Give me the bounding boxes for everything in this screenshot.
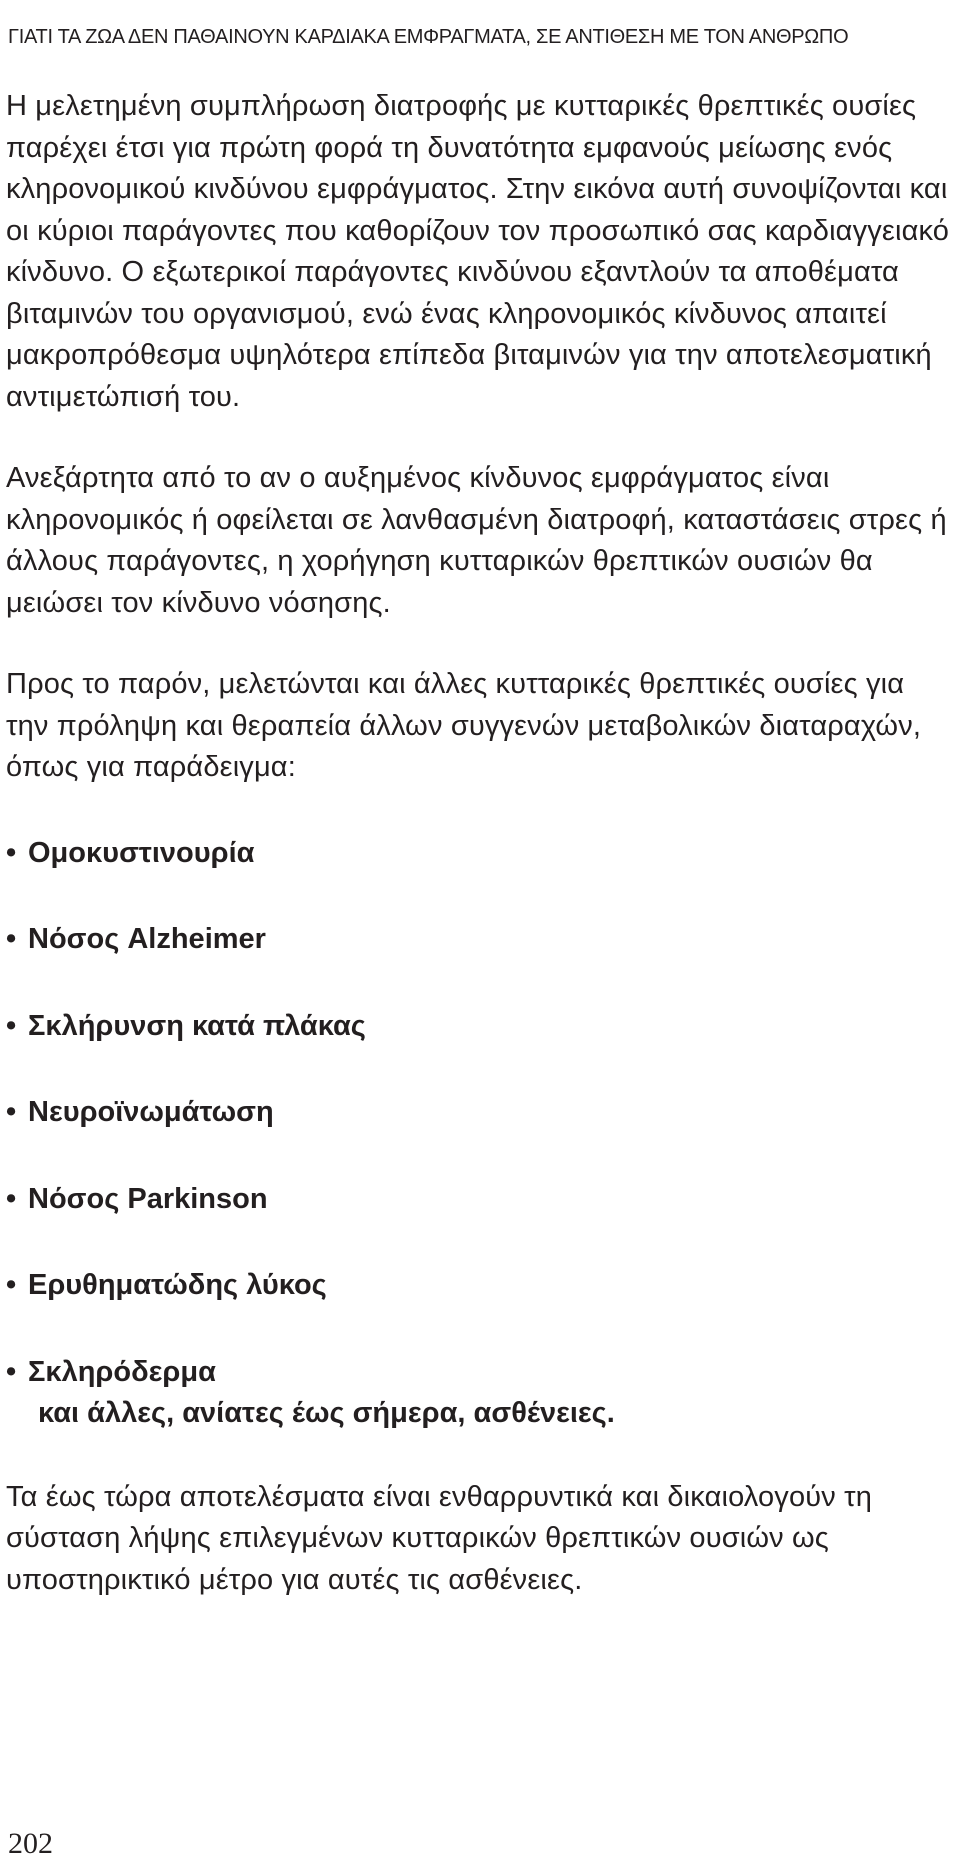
bullet-icon: • — [6, 1355, 17, 1388]
list-item — [6, 1179, 951, 1221]
list-item-label: Νόσος Parkinson — [28, 1182, 268, 1215]
list-item-label: Νόσος Alzheimer — [28, 923, 266, 955]
bullet-icon: • — [6, 1096, 17, 1128]
list-continuation: και άλλες, ανίατες έως σήμερα, ασθένειες. — [38, 1397, 615, 1429]
list-item-label: Ερυθηματώδης λύκος — [28, 1269, 327, 1301]
list-item — [6, 833, 951, 875]
running-header: ΓΙΑΤΙ ΤΑ ΖΩΑ ΔΕΝ ΠΑΘΑΙΝΟΥΝ ΚΑΡΔΙΑΚΑ ΕΜΦΡΑΓΜΑΤΑ, ΣΕ ΑΝΤΙΘΕΣΗ ΜΕ ΤΟΝ ΑΝΘΡΩΠΟ — [8, 26, 849, 48]
bullet-icon: • — [6, 836, 17, 869]
disease-list — [6, 833, 951, 1435]
list-item-label: Ομοκυστινουρία — [28, 836, 255, 869]
list-item — [6, 919, 951, 961]
list-item-content — [28, 1352, 615, 1435]
page-body — [6, 86, 951, 1641]
list-item — [6, 1352, 951, 1435]
list-item — [6, 1265, 951, 1307]
list-item-label: Σκληρόδερμα — [28, 1355, 216, 1388]
list-item — [6, 1092, 951, 1134]
bullet-icon: • — [6, 1009, 17, 1042]
paragraph-research: Προς το παρόν, μελετώνται και άλλες κυτταρικές θρεπτικές ουσίες για την πρόληψη και θεραπεία άλλων συγγενών μεταβολικών διαταραχών, όπως για παράδειγμα: — [6, 668, 922, 783]
bullet-icon: • — [6, 1269, 17, 1301]
paragraph-risk: Ανεξάρτητα από το αν ο αυξημένος κίνδυνος εμφράγματος είναι κληρονομικός ή οφείλεται σε λανθασμένη διατροφή, καταστάσεις στρες ή άλλους παράγοντες, η χορήγηση κυτταρικών θρεπτικών ουσιών θα μειώσει τον κίνδυνο νόσησης. — [6, 462, 947, 619]
bullet-icon: • — [6, 923, 17, 955]
paragraph-closing: Τα έως τώρα αποτελέσματα είναι ενθαρρυντικά και δικαιολογούν τη σύσταση λήψης επιλεγμένων κυτταρικών θρεπτικών ουσιών ως υποστηρικτικό μέτρο για αυτές τις ασθένειες. — [6, 1480, 872, 1596]
page-number: 202 — [8, 1827, 53, 1860]
bullet-icon: • — [6, 1182, 17, 1215]
paragraph-intro: Η μελετημένη συμπλήρωση διατροφής με κυτταρικές θρεπτικές ουσίες παρέχει έτσι για πρώτη φορά τη δυνατότητα εμφανούς μείωσης ενός κληρονομικού κινδύνου εμφράγματος. Στην εικόνα αυτή συνοψίζονται και οι κύριοι παράγοντες που καθορίζουν τον προσωπικό σας καρδιαγγειακό κίνδυνο. Ο εξωτερικοί παράγοντες κινδύνου εξαντλούν τα αποθέματα βιταμινών του οργανισμού, ενώ ένας κληρονομικός κίνδυνος απαιτεί μακροπρόθεσμα υψηλότερα επίπεδα βιταμινών για την αποτελεσματική αντιμετώπισή του. — [6, 90, 950, 413]
list-item-label: Σκλήρυνση κατά πλάκας — [28, 1009, 366, 1042]
list-item — [6, 1006, 951, 1048]
list-item-label: Νευροϊνωμάτωση — [28, 1096, 274, 1128]
